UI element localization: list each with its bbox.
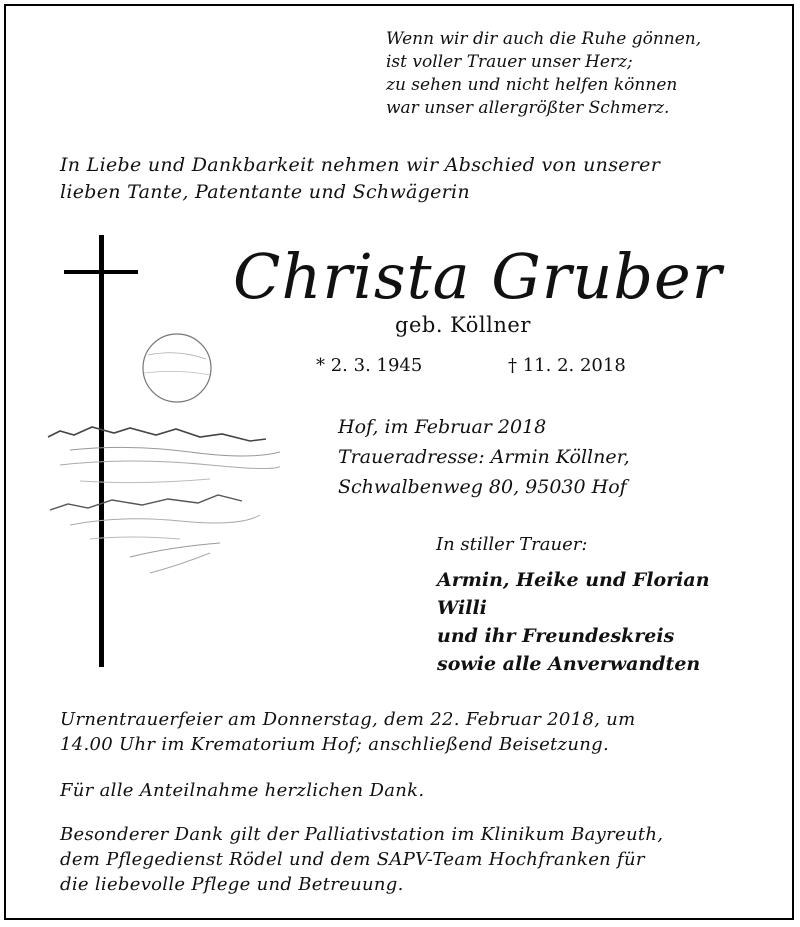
death-date: † 11. 2. 2018 [508,355,626,376]
special-thanks-line: die liebevolle Pflege und Betreuung. [60,874,404,895]
mourning-address-line: Traueradresse: Armin Köllner, [338,446,630,468]
mourner-line: Armin, Heike und Florian [437,569,710,591]
mourning-address-line: Schwalbenweg 80, 95030 Hof [338,476,627,498]
poem-line: Wenn wir dir auch die Ruhe gönnen, [386,29,702,49]
deceased-name: Christa Gruber [233,240,723,313]
intro-text [60,152,660,206]
mourning-label: In stiller Trauer: [436,534,588,555]
mourner-line: Willi [437,597,487,619]
birth-date: * 2. 3. 1945 [316,355,423,376]
special-thanks-text [60,822,663,897]
mourners-list [437,566,710,678]
poem-line: war unser allergrößter Schmerz. [386,98,670,118]
poem [386,28,701,120]
poem-line: zu sehen und nicht helfen können [386,75,678,95]
mourner-line: sowie alle Anverwandten [437,653,701,675]
landscape-sun-illustration [30,325,280,595]
place-address [338,412,630,502]
ceremony-text [60,707,635,757]
intro-line: lieben Tante, Patentante und Schwägerin [60,181,470,203]
mourner-line: und ihr Freundeskreis [437,625,675,647]
special-thanks-line: Besonderer Dank gilt der Palliativstation im Klinikum Bayreuth, [60,824,664,845]
ceremony-line: Urnentrauerfeier am Donnerstag, dem 22. Februar 2018, um [60,709,636,730]
poem-line: ist voller Trauer unser Herz; [386,52,633,72]
special-thanks-line: dem Pflegedienst Rödel und dem SAPV-Team Hochfranken für [60,849,645,870]
ceremony-line: 14.00 Uhr im Krematorium Hof; anschließend Beisetzung. [60,734,609,755]
thanks-text [60,778,424,803]
maiden-name: geb. Köllner [395,313,531,337]
thanks-line: Für alle Anteilnahme herzlichen Dank. [60,780,425,801]
place-date: Hof, im Februar 2018 [338,416,547,438]
intro-line: In Liebe und Dankbarkeit nehmen wir Abschied von unserer [60,154,661,176]
